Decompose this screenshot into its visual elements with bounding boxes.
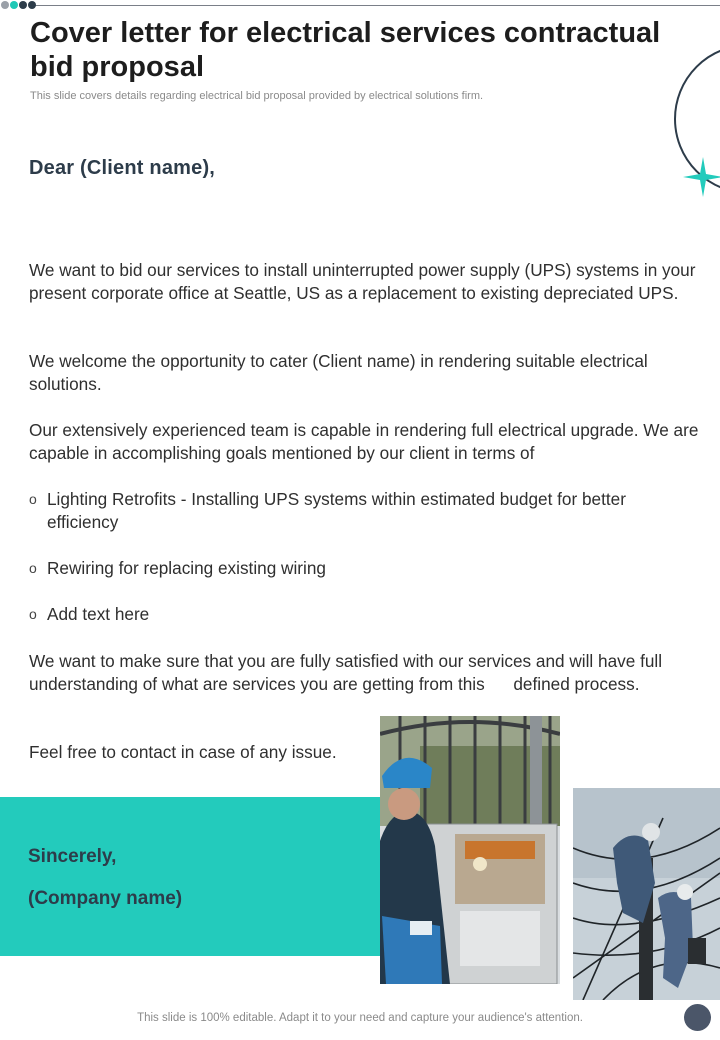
header-dot — [28, 1, 36, 9]
signature-band — [0, 797, 380, 956]
bullet-marker: o — [29, 560, 37, 576]
header-dots — [1, 1, 36, 9]
list-item — [29, 557, 699, 580]
page-subtitle: This slide covers details regarding electrical bid proposal provided by electrical solutions firm. — [30, 90, 484, 102]
letter-paragraph: Our extensively experienced team is capable in rendering full electrical upgrade. We are capable in accomplishing goals mentioned by our client in terms of — [29, 420, 699, 463]
letter-greeting: Dear (Client name), — [29, 157, 216, 179]
bullet-marker: o — [29, 606, 37, 622]
page-indicator-dot — [684, 1004, 711, 1031]
list-item-text: Add text here — [47, 604, 150, 624]
footer-note: This slide is 100% editable. Adapt it to your need and capture your audience's attention. — [137, 1012, 583, 1024]
header-dot — [10, 1, 18, 9]
page-title: Cover letter for electrical services contractual bid proposal — [30, 17, 661, 83]
list-item-text: Rewiring for replacing existing wiring — [47, 558, 326, 578]
list-item — [29, 603, 699, 626]
letter-paragraph: We want to make sure that you are fully satisfied with our services and will have full understanding of what are services you are getting from this defined process. — [29, 651, 667, 694]
bullet-marker: o — [29, 491, 37, 507]
signature-company: (Company name) — [28, 888, 183, 909]
four-point-star-icon — [681, 155, 720, 199]
letter-paragraph: Feel free to contact in case of any issue. — [29, 742, 337, 762]
technician-panel-photo — [380, 716, 560, 984]
signature-closing: Sincerely, — [28, 846, 117, 867]
header-dot — [1, 1, 9, 9]
top-rule — [34, 5, 720, 6]
header-dot — [19, 1, 27, 9]
list-item-text: Lighting Retrofits - Installing UPS systems within estimated budget for better efficiency — [47, 489, 626, 532]
lineman-pole-photo — [573, 788, 720, 1000]
letter-paragraph: We welcome the opportunity to cater (Client name) in rendering suitable electrical solutions. — [29, 351, 648, 394]
list-item — [29, 488, 699, 533]
letter-paragraph: We want to bid our services to install uninterrupted power supply (UPS) systems in your present corporate office at Seattle, US as a replacement to existing depreciated UPS. — [29, 260, 696, 303]
